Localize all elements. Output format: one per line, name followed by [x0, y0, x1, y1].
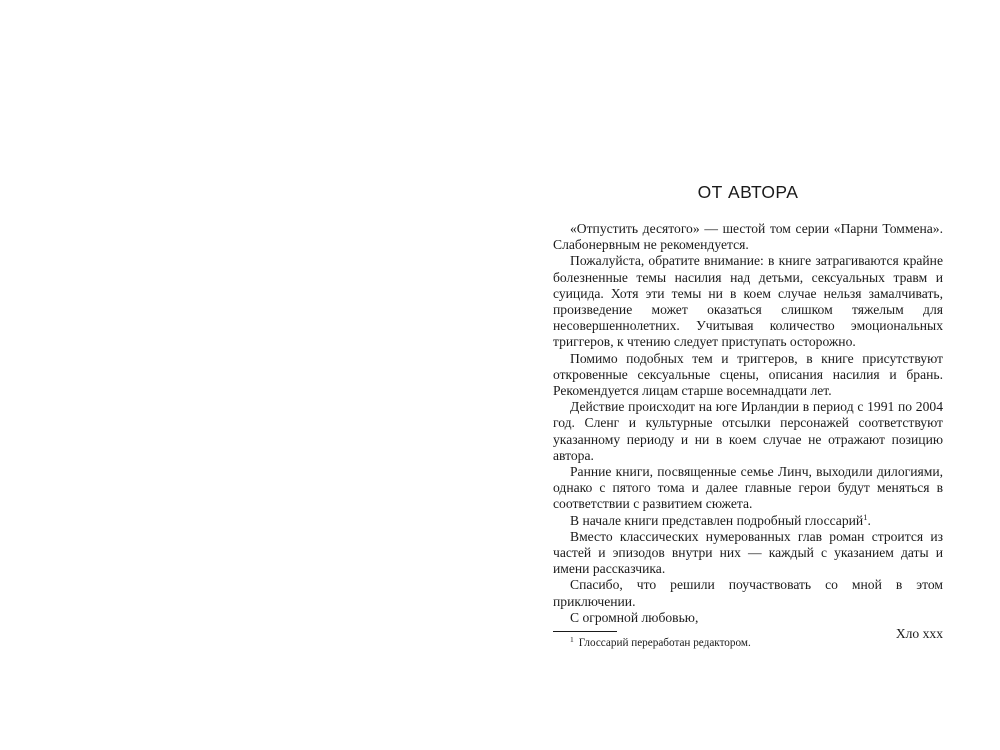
chapter-heading: ОТ АВТОРА [697, 182, 799, 202]
paragraph: «Отпустить десятого» — шестой том серии «Парни Томмена». Слабонервным не рекомендуется. [553, 221, 943, 253]
paragraph: Помимо подобных тем и триггеров, в книге присутствуют откровенные сексуальные сцены, описания насилия и брань. Рекомендуется лицам старше восемнадцати лет. [553, 350, 943, 399]
paragraph-text: В начале книги представлен подробный глоссарий [570, 512, 864, 528]
footnote-reference: 1 [863, 511, 868, 522]
footnote-marker: 1 [570, 635, 574, 644]
paragraph: Действие происходит на юге Ирландии в период с 1991 по 2004 год. Сленг и культурные отсылки персонажей соответствуют указанному периоду и ни в коем случае не отражают позицию автора. [553, 399, 943, 463]
paragraph: Вместо классических нумерованных глав роман строится из частей и эпизодов внутри них — каждый с указанием даты и имени рассказчика. [553, 528, 943, 577]
paragraph: С огромной любовью, [570, 609, 699, 625]
footnote-divider [553, 631, 617, 632]
author-note-body [553, 221, 943, 642]
paragraph: Ранние книги, посвященные семье Линч, выходили дилогиями, однако с пятого тома и далее главные герои будут меняться в соответствии с развитием сюжета. [553, 464, 943, 512]
signature: Хло ххх [895, 626, 943, 642]
footnote [570, 636, 943, 650]
paragraph: Спасибо, что решили поучаствовать со мной в этом приключении. [553, 577, 943, 609]
footnote-text: Глоссарий переработан редактором. [578, 637, 751, 649]
paragraph: Пожалуйста, обратите внимание: в книге затрагиваются крайне болезненные темы насилия над детьми, сексуальных травм и суицида. Хотя эти темы ни в коем случае нельзя замалчивать, произведение может оказаться слишком тяжелым для несовершеннолетних. Учитывая количество эмоциональных триггеров, к чтению следует приступать осторожно. [553, 253, 943, 350]
paragraph: В начале книги представлен подробный глоссарий$^1$. [570, 511, 871, 528]
